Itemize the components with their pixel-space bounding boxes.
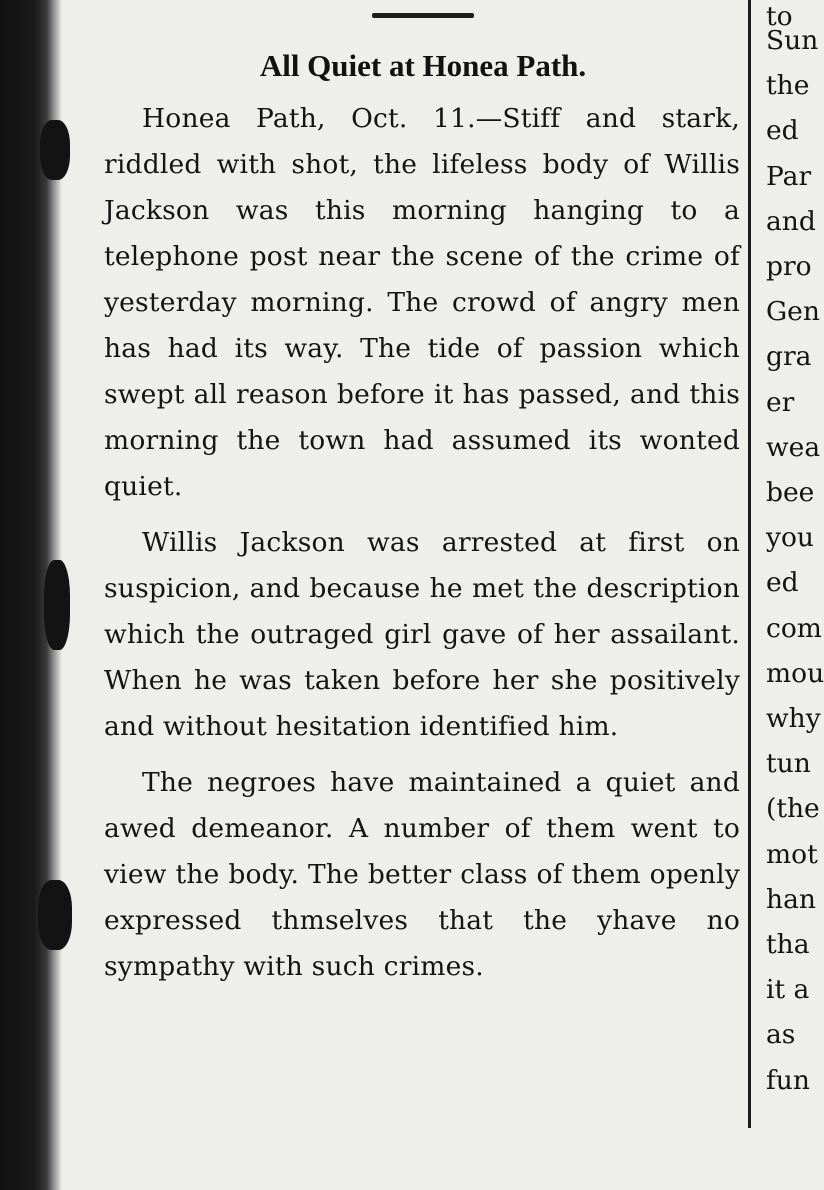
adjacent-column-line: as <box>766 1019 796 1051</box>
ink-blot <box>38 880 72 950</box>
adjacent-column-line: (the <box>766 793 820 825</box>
adjacent-column-line: tun <box>766 748 811 780</box>
adjacent-column-line: Sun <box>766 25 819 56</box>
adjacent-column-line: it a <box>766 974 810 1006</box>
adjacent-column-line: and <box>766 205 816 237</box>
adjacent-column-line: Par <box>766 160 812 192</box>
adjacent-column-line: com <box>766 612 822 644</box>
adjacent-column-line: tha <box>766 929 810 961</box>
adjacent-column-line: mot <box>766 838 818 870</box>
adjacent-column-line: you <box>766 522 814 554</box>
adjacent-column-fragment <box>766 1 824 1103</box>
adjacent-column-line: bee <box>766 477 815 509</box>
adjacent-column-line: pro <box>766 251 812 283</box>
article-paragraph-3: The negroes have maintained a quiet and awed demeanor. A number of them went to view the body. The better class of them openly expressed thmselves that the yhave no sympathy with such crimes. <box>104 767 740 982</box>
scanned-page-edge <box>0 0 62 1190</box>
article-body <box>104 96 740 990</box>
adjacent-column-line: han <box>766 883 816 915</box>
section-divider-rule <box>372 13 474 18</box>
adjacent-column-line: the <box>766 70 810 102</box>
article-paragraph-1: Honea Path, Oct. 11.—Stiff and stark, riddled with shot, the lifeless body of Willis Jackson was this morning hanging to a telephone post near the scene of the crime of yesterday morning. The crowd of angry men has had its way. The tide of passion which swept all reason before it has passed, and this morning the town had assumed its wonted quiet. <box>104 103 740 502</box>
adjacent-column-line: fun <box>766 1064 810 1096</box>
adjacent-column-line: mou <box>766 657 824 689</box>
column-divider-rule <box>748 0 751 1128</box>
adjacent-column-line: Gen <box>766 296 820 328</box>
article-headline: All Quiet at Honea Path. <box>259 48 587 83</box>
adjacent-column-line: gra <box>766 341 812 373</box>
adjacent-column-line: why <box>766 703 821 735</box>
ink-blot <box>44 560 70 650</box>
article-paragraph-2: Willis Jackson was arrested at first on suspicion, and because he met the description which the outraged girl gave of her assailant. When he was taken before her she positively and without hesitation identified him. <box>104 527 740 742</box>
adjacent-column-line: ed <box>766 115 799 147</box>
adjacent-column-line: er <box>766 386 795 418</box>
ink-blot <box>40 120 70 180</box>
adjacent-column-line: ed <box>766 567 799 599</box>
adjacent-column-line: wea <box>766 431 821 463</box>
adjacent-column-top-line: to <box>766 1 793 32</box>
